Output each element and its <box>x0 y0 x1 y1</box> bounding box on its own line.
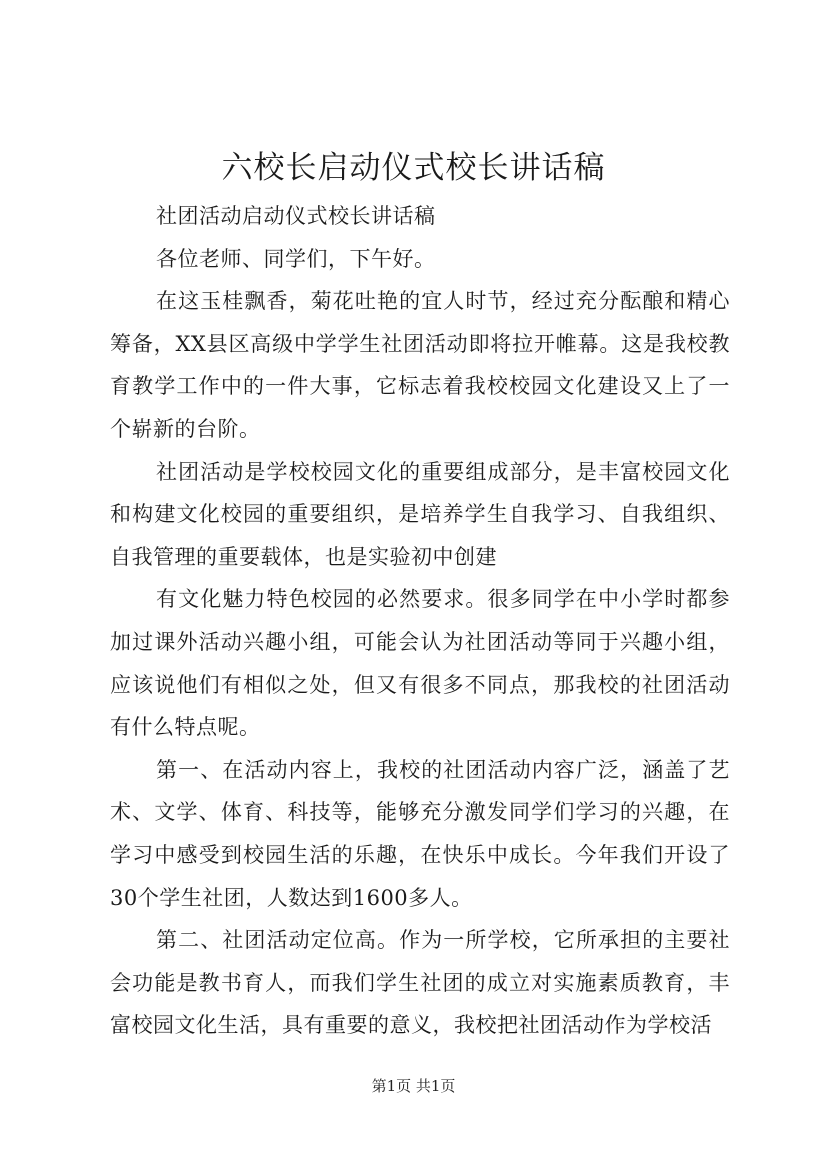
paragraph-features-question: 有文化魅力特色校园的必然要求。很多同学在中小学时都参加过课外活动兴趣小组，可能会认为社团活动等同于兴趣小组，应该说他们有相似之处，但又有很多不同点，那我校的社团活动有什么特点呢。 <box>110 587 730 740</box>
paragraph-intro: 在这玉桂飘香，菊花吐艳的宜人时节，经过充分酝酿和精心筹备，XX县区高级中学学生社团活动即将拉开帷幕。这是我校教育教学工作中的一件大事，它标志着我校校园文化建设又上了一个崭新的台阶。 <box>110 289 730 441</box>
page-footer: 第1页 共1页 <box>371 1077 456 1095</box>
paragraph-subtitle: 社团活动启动仪式校长讲话稿 <box>156 204 436 228</box>
document-body <box>110 195 730 1047</box>
document-title: 六校长启动仪式校长讲话稿 <box>221 150 606 186</box>
paragraph-point-two: 第二、社团活动定位高。作为一所学校，它所承担的主要社会功能是教书育人，而我们学生社团的成立对实施素质教育，丰富校园文化生活，具有重要的意义，我校把社团活动作为学校活 <box>110 928 730 1038</box>
paragraph-point-one: 第一、在活动内容上，我校的社团活动内容广泛，涵盖了艺术、文学、体育、科技等，能够充分激发同学们学习的兴趣，在学习中感受到校园生活的乐趣，在快乐中成长。今年我们开设了30个学生社团，人数达到1600多人。 <box>110 757 730 910</box>
paragraph-importance: 社团活动是学校校园文化的重要组成部分，是丰富校园文化和构建文化校园的重要组织，是培养学生自我学习、自我组织、自我管理的重要载体，也是实验初中创建 <box>110 459 730 569</box>
paragraph-greeting: 各位老师、同学们，下午好。 <box>156 246 436 271</box>
